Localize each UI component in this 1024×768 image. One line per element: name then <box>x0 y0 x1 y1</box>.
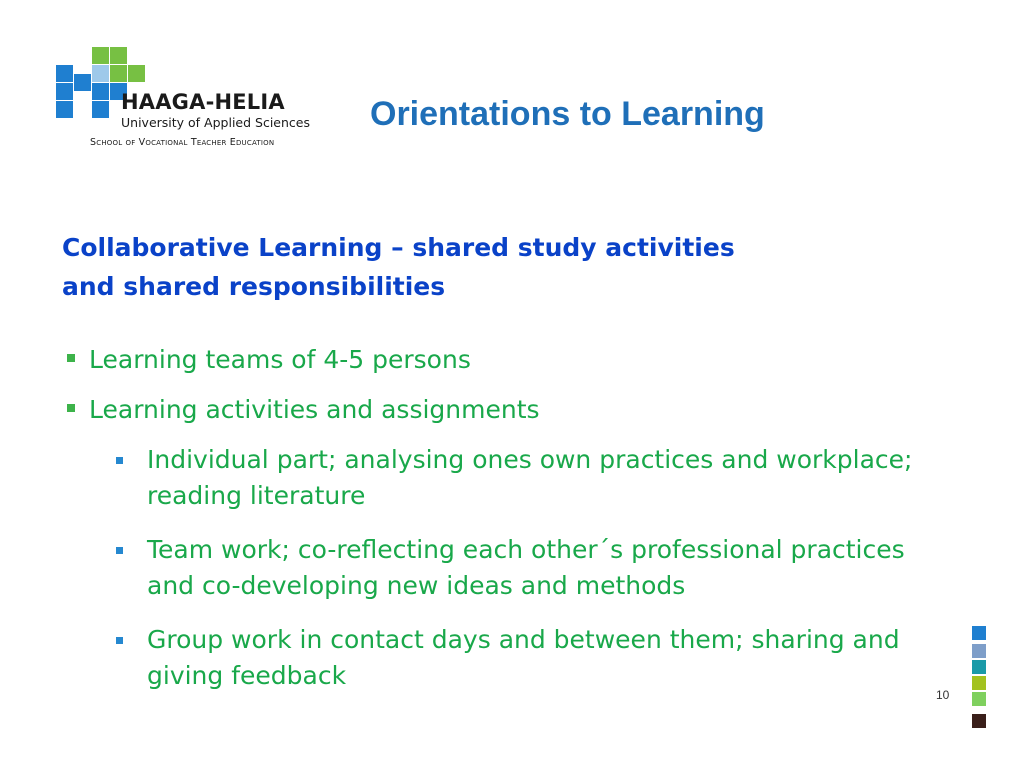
logo-square <box>74 74 91 91</box>
bullet-square-icon <box>67 404 75 412</box>
decorative-square <box>972 714 986 728</box>
logo-square <box>56 101 73 118</box>
logo-square <box>56 83 73 100</box>
decorative-square <box>972 644 986 658</box>
logo-subtitle: University of Applied Sciences <box>121 115 310 130</box>
bullet-square-icon <box>116 637 123 644</box>
subtitle-line-1: Collaborative Learning – shared study activities <box>62 233 735 262</box>
logo-name: HAAGA-HELIA <box>121 90 285 114</box>
bullet-square-icon <box>67 354 75 362</box>
decorative-square <box>972 626 986 640</box>
bullet-square-icon <box>116 457 123 464</box>
decorative-square <box>972 692 986 706</box>
logo-square <box>110 65 127 82</box>
subtitle-line-2: and shared responsibilities <box>62 272 446 301</box>
bullet-text: Learning activities and assignments <box>89 395 540 424</box>
logo-square <box>92 101 109 118</box>
decorative-square <box>972 660 986 674</box>
slide-subtitle <box>62 228 982 306</box>
bullet-text: Group work in contact days and between them; sharing and giving feedback <box>147 625 900 690</box>
bullet-text: Learning teams of 4-5 persons <box>89 345 471 374</box>
logo-square <box>128 65 145 82</box>
logo-square <box>56 65 73 82</box>
slide-title: Orientations to Learning <box>370 95 765 133</box>
logo-square <box>92 65 109 82</box>
logo-school-name: School of Vocational Teacher Education <box>90 137 275 148</box>
decorative-square <box>972 676 986 690</box>
bullet-text: Team work; co-reflecting each other´s professional practices and co-developing new ideas and methods <box>147 535 905 600</box>
bullet-text: Individual part; analysing ones own practices and workplace; reading literature <box>147 445 913 510</box>
logo-square <box>92 47 109 64</box>
logo-square <box>110 47 127 64</box>
bullet-square-icon <box>116 547 123 554</box>
logo-square <box>92 83 109 100</box>
page-number: 10 <box>936 688 950 702</box>
